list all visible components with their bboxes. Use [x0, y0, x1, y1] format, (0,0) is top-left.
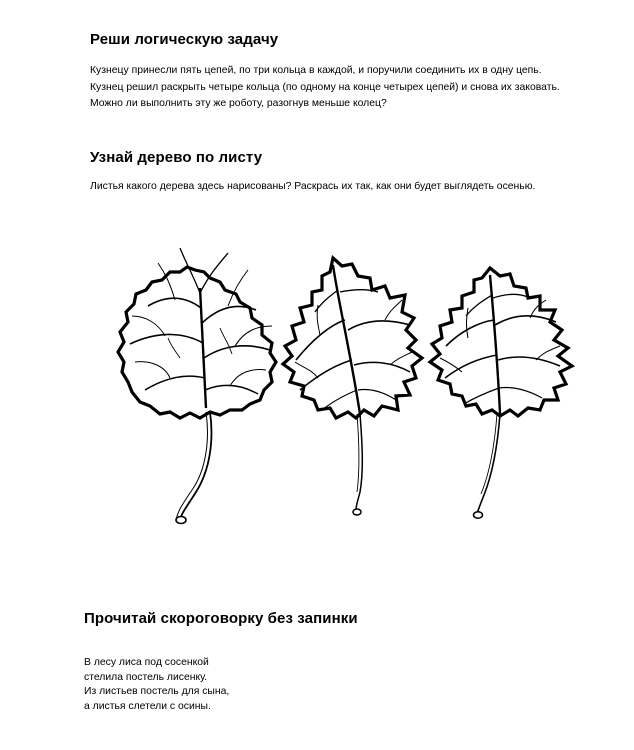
- text-line: Кузнецу принесли пять цепей, по три кольца в каждой, и поручили соединить их в одну цепь.: [90, 65, 542, 76]
- leaf-lobed-right: [430, 268, 572, 518]
- text-line: а листья слетели с осины.: [84, 700, 211, 712]
- tongue-twister-text: [84, 656, 229, 714]
- task-title-logic: Реши логическую задачу: [90, 31, 279, 48]
- text-line: стелила постель лисенку.: [84, 671, 208, 683]
- text-line: Из листьев постель для сына,: [84, 686, 230, 697]
- leaf-round: [118, 248, 276, 524]
- task-title-tree: Узнай дерево по листу: [90, 149, 263, 166]
- task-text-tree: Листья какого дерева здесь нарисованы? Раскрась их так, как они будет выглядеть осенью.: [90, 181, 536, 192]
- text-line: Кузнец решил раскрыть четыре кольца (по одному на конце четырех цепей) и снова их заковать.: [90, 81, 560, 93]
- task-title-tongue-twister: Прочитай скороговорку без запинки: [84, 610, 358, 627]
- leaf-lobed-middle: [283, 258, 422, 515]
- text-line: В лесу лиса под сосенкой: [84, 657, 209, 668]
- text-line: Можно ли выполнить эту же роботу, разогнув меньше колец?: [90, 98, 387, 109]
